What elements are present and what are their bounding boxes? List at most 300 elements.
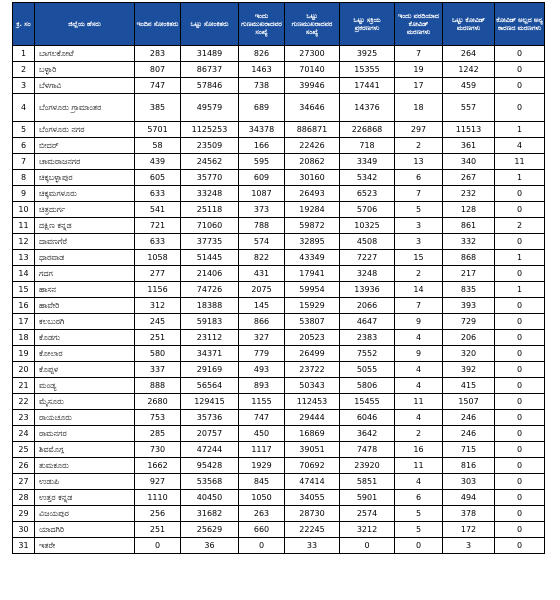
total-cases-cell: 51445 <box>181 250 239 266</box>
today-cases-cell: 285 <box>135 426 181 442</box>
total-cases-cell: 31489 <box>181 46 239 62</box>
today-cases-cell: 58 <box>135 138 181 154</box>
today-recovered-cell: 1087 <box>239 186 285 202</box>
non-covid-deaths-cell: 11 <box>495 154 545 170</box>
district-cell: ಬೀದರ್ <box>35 138 135 154</box>
table-row <box>13 234 545 250</box>
col-header-non-covid-deaths: ಕೋವಿಡ್ ಅಲ್ಲದ ಅನ್ಯ ಕಾರಣದ ಮರಣಗಳು <box>495 3 545 46</box>
today-cases-cell: 251 <box>135 330 181 346</box>
active-cell: 10325 <box>340 218 395 234</box>
total-deaths-cell: 246 <box>443 426 495 442</box>
total-recovered-cell: 53807 <box>285 314 340 330</box>
today-recovered-cell: 450 <box>239 426 285 442</box>
table-row <box>13 202 545 218</box>
serial-cell: 1 <box>13 46 35 62</box>
total-deaths-cell: 835 <box>443 282 495 298</box>
today-recovered-cell: 738 <box>239 78 285 94</box>
total-recovered-cell: 26493 <box>285 186 340 202</box>
district-cell: ಕೊಪ್ಪಳ <box>35 362 135 378</box>
total-deaths-cell: 332 <box>443 234 495 250</box>
serial-cell: 19 <box>13 346 35 362</box>
today-deaths-cell: 2 <box>395 266 443 282</box>
non-covid-deaths-cell: 0 <box>495 330 545 346</box>
serial-cell: 2 <box>13 62 35 78</box>
non-covid-deaths-cell: 0 <box>495 202 545 218</box>
active-cell: 2383 <box>340 330 395 346</box>
serial-cell: 20 <box>13 362 35 378</box>
non-covid-deaths-cell: 0 <box>495 186 545 202</box>
today-recovered-cell: 493 <box>239 362 285 378</box>
table-row <box>13 426 545 442</box>
serial-cell: 18 <box>13 330 35 346</box>
non-covid-deaths-cell: 0 <box>495 298 545 314</box>
district-cell: ತುಮಕೂರು <box>35 458 135 474</box>
district-cell: ರಾಯಚೂರು <box>35 410 135 426</box>
total-recovered-cell: 22245 <box>285 522 340 538</box>
active-cell: 5055 <box>340 362 395 378</box>
today-cases-cell: 807 <box>135 62 181 78</box>
total-deaths-cell: 715 <box>443 442 495 458</box>
today-recovered-cell: 166 <box>239 138 285 154</box>
today-deaths-cell: 2 <box>395 138 443 154</box>
col-header-active: ಒಟ್ಟು ಸಕ್ರಿಯ ಪ್ರಕರಣಗಳು <box>340 3 395 46</box>
today-deaths-cell: 9 <box>395 314 443 330</box>
table-row <box>13 282 545 298</box>
table-row <box>13 138 545 154</box>
total-cases-cell: 21406 <box>181 266 239 282</box>
col-header-today-deaths: ಇಂದು ವರದಿಯಾದ ಕೋವಿಡ್ ಮರಣಗಳು <box>395 3 443 46</box>
today-deaths-cell: 6 <box>395 490 443 506</box>
today-deaths-cell: 4 <box>395 474 443 490</box>
table-row <box>13 250 545 266</box>
active-cell: 3248 <box>340 266 395 282</box>
serial-cell: 5 <box>13 122 35 138</box>
table-row <box>13 474 545 490</box>
active-cell: 6523 <box>340 186 395 202</box>
non-covid-deaths-cell: 0 <box>495 46 545 62</box>
non-covid-deaths-cell: 1 <box>495 250 545 266</box>
table-row <box>13 490 545 506</box>
table-row <box>13 298 545 314</box>
district-cell: ದಕ್ಷಿಣ ಕನ್ನಡ <box>35 218 135 234</box>
serial-cell: 12 <box>13 234 35 250</box>
total-recovered-cell: 59954 <box>285 282 340 298</box>
table-row <box>13 362 545 378</box>
total-deaths-cell: 128 <box>443 202 495 218</box>
serial-cell: 27 <box>13 474 35 490</box>
today-recovered-cell: 845 <box>239 474 285 490</box>
non-covid-deaths-cell: 0 <box>495 266 545 282</box>
non-covid-deaths-cell: 0 <box>495 314 545 330</box>
active-cell: 3212 <box>340 522 395 538</box>
today-deaths-cell: 18 <box>395 94 443 122</box>
today-deaths-cell: 3 <box>395 218 443 234</box>
total-recovered-cell: 26499 <box>285 346 340 362</box>
total-recovered-cell: 43349 <box>285 250 340 266</box>
total-cases-cell: 34371 <box>181 346 239 362</box>
non-covid-deaths-cell: 0 <box>495 506 545 522</box>
table-row <box>13 522 545 538</box>
today-recovered-cell: 788 <box>239 218 285 234</box>
total-recovered-cell: 50343 <box>285 378 340 394</box>
district-cell: ಧಾರವಾಡ <box>35 250 135 266</box>
today-deaths-cell: 0 <box>395 538 443 554</box>
district-cell: ಬಾಗಲಕೋಟೆ <box>35 46 135 62</box>
district-cell: ಕೋಲಾರ <box>35 346 135 362</box>
district-cell: ಚಾಮರಾಜನಗರ <box>35 154 135 170</box>
today-recovered-cell: 327 <box>239 330 285 346</box>
today-deaths-cell: 4 <box>395 362 443 378</box>
active-cell: 0 <box>340 538 395 554</box>
total-deaths-cell: 868 <box>443 250 495 266</box>
col-header-total-deaths: ಒಟ್ಟು ಕೋವಿಡ್ ಮರಣಗಳು <box>443 3 495 46</box>
today-deaths-cell: 297 <box>395 122 443 138</box>
total-deaths-cell: 11513 <box>443 122 495 138</box>
today-deaths-cell: 4 <box>395 410 443 426</box>
today-cases-cell: 283 <box>135 46 181 62</box>
district-cell: ಕೊಡಗು <box>35 330 135 346</box>
active-cell: 7227 <box>340 250 395 266</box>
total-deaths-cell: 392 <box>443 362 495 378</box>
total-cases-cell: 24562 <box>181 154 239 170</box>
total-deaths-cell: 267 <box>443 170 495 186</box>
district-cell: ಬೆಂಗಳೂರು ನಗರ <box>35 122 135 138</box>
today-recovered-cell: 689 <box>239 94 285 122</box>
non-covid-deaths-cell: 0 <box>495 410 545 426</box>
total-cases-cell: 35770 <box>181 170 239 186</box>
non-covid-deaths-cell: 0 <box>495 78 545 94</box>
total-deaths-cell: 303 <box>443 474 495 490</box>
serial-cell: 15 <box>13 282 35 298</box>
today-cases-cell: 1662 <box>135 458 181 474</box>
total-recovered-cell: 29444 <box>285 410 340 426</box>
today-recovered-cell: 609 <box>239 170 285 186</box>
district-cell: ಉತ್ತರ ಕನ್ನಡ <box>35 490 135 506</box>
today-cases-cell: 888 <box>135 378 181 394</box>
total-recovered-cell: 17941 <box>285 266 340 282</box>
header-row <box>13 3 545 46</box>
total-recovered-cell: 70692 <box>285 458 340 474</box>
district-cell: ಹಾಸನ <box>35 282 135 298</box>
serial-cell: 3 <box>13 78 35 94</box>
today-cases-cell: 605 <box>135 170 181 186</box>
district-cell: ಮೈಸೂರು <box>35 394 135 410</box>
total-cases-cell: 25629 <box>181 522 239 538</box>
total-recovered-cell: 34646 <box>285 94 340 122</box>
today-cases-cell: 385 <box>135 94 181 122</box>
total-cases-cell: 40450 <box>181 490 239 506</box>
table-row <box>13 506 545 522</box>
total-cases-cell: 37735 <box>181 234 239 250</box>
today-deaths-cell: 19 <box>395 62 443 78</box>
serial-cell: 13 <box>13 250 35 266</box>
total-deaths-cell: 393 <box>443 298 495 314</box>
today-recovered-cell: 660 <box>239 522 285 538</box>
total-deaths-cell: 861 <box>443 218 495 234</box>
total-deaths-cell: 729 <box>443 314 495 330</box>
active-cell: 2574 <box>340 506 395 522</box>
serial-cell: 25 <box>13 442 35 458</box>
non-covid-deaths-cell: 0 <box>495 62 545 78</box>
active-cell: 14376 <box>340 94 395 122</box>
non-covid-deaths-cell: 0 <box>495 538 545 554</box>
table-row <box>13 78 545 94</box>
active-cell: 4647 <box>340 314 395 330</box>
today-recovered-cell: 2075 <box>239 282 285 298</box>
table-row <box>13 458 545 474</box>
non-covid-deaths-cell: 0 <box>495 362 545 378</box>
table-row <box>13 46 545 62</box>
total-cases-cell: 57846 <box>181 78 239 94</box>
serial-cell: 28 <box>13 490 35 506</box>
active-cell: 15355 <box>340 62 395 78</box>
total-cases-cell: 36 <box>181 538 239 554</box>
today-recovered-cell: 1117 <box>239 442 285 458</box>
today-cases-cell: 0 <box>135 538 181 554</box>
today-cases-cell: 730 <box>135 442 181 458</box>
total-cases-cell: 74726 <box>181 282 239 298</box>
active-cell: 6046 <box>340 410 395 426</box>
district-cell: ದಾವಣಗೆರೆ <box>35 234 135 250</box>
table-row <box>13 170 545 186</box>
total-recovered-cell: 28730 <box>285 506 340 522</box>
today-cases-cell: 439 <box>135 154 181 170</box>
non-covid-deaths-cell: 0 <box>495 234 545 250</box>
active-cell: 718 <box>340 138 395 154</box>
serial-cell: 4 <box>13 94 35 122</box>
active-cell: 5851 <box>340 474 395 490</box>
total-recovered-cell: 23722 <box>285 362 340 378</box>
today-deaths-cell: 7 <box>395 298 443 314</box>
total-recovered-cell: 70140 <box>285 62 340 78</box>
serial-cell: 8 <box>13 170 35 186</box>
non-covid-deaths-cell: 0 <box>495 94 545 122</box>
serial-cell: 31 <box>13 538 35 554</box>
today-recovered-cell: 822 <box>239 250 285 266</box>
today-recovered-cell: 1050 <box>239 490 285 506</box>
non-covid-deaths-cell: 0 <box>495 474 545 490</box>
total-deaths-cell: 340 <box>443 154 495 170</box>
total-deaths-cell: 1242 <box>443 62 495 78</box>
today-recovered-cell: 779 <box>239 346 285 362</box>
total-recovered-cell: 34055 <box>285 490 340 506</box>
today-recovered-cell: 893 <box>239 378 285 394</box>
total-recovered-cell: 32895 <box>285 234 340 250</box>
total-recovered-cell: 33 <box>285 538 340 554</box>
col-header-serial: ಕ್ರ. ಸಂ <box>13 3 35 46</box>
district-cell: ಚಿತ್ರದುರ್ಗ <box>35 202 135 218</box>
today-cases-cell: 633 <box>135 234 181 250</box>
non-covid-deaths-cell: 2 <box>495 218 545 234</box>
today-cases-cell: 580 <box>135 346 181 362</box>
district-cell: ಗದಗ <box>35 266 135 282</box>
active-cell: 13936 <box>340 282 395 298</box>
serial-cell: 17 <box>13 314 35 330</box>
district-cell: ಚಿಕ್ಕಮಗಳೂರು <box>35 186 135 202</box>
table-row <box>13 218 545 234</box>
total-deaths-cell: 246 <box>443 410 495 426</box>
today-recovered-cell: 145 <box>239 298 285 314</box>
today-cases-cell: 541 <box>135 202 181 218</box>
total-deaths-cell: 320 <box>443 346 495 362</box>
serial-cell: 21 <box>13 378 35 394</box>
today-recovered-cell: 1155 <box>239 394 285 410</box>
col-header-total-cases: ಒಟ್ಟು ಸೋಂಕಿತರು <box>181 3 239 46</box>
total-recovered-cell: 30160 <box>285 170 340 186</box>
total-cases-cell: 47244 <box>181 442 239 458</box>
table-row <box>13 186 545 202</box>
total-cases-cell: 29169 <box>181 362 239 378</box>
serial-cell: 7 <box>13 154 35 170</box>
today-cases-cell: 753 <box>135 410 181 426</box>
total-deaths-cell: 1507 <box>443 394 495 410</box>
active-cell: 7478 <box>340 442 395 458</box>
total-recovered-cell: 16869 <box>285 426 340 442</box>
table-row <box>13 266 545 282</box>
serial-cell: 6 <box>13 138 35 154</box>
total-cases-cell: 31682 <box>181 506 239 522</box>
district-cell: ಚಿಕ್ಕಬಳ್ಳಾಪುರ <box>35 170 135 186</box>
total-deaths-cell: 415 <box>443 378 495 394</box>
non-covid-deaths-cell: 0 <box>495 442 545 458</box>
total-cases-cell: 56564 <box>181 378 239 394</box>
today-cases-cell: 337 <box>135 362 181 378</box>
active-cell: 5901 <box>340 490 395 506</box>
col-header-total-recovered: ಒಟ್ಟು ಗುಣಮುಖರಾದವರ ಸಂಖ್ಯೆ <box>285 3 340 46</box>
non-covid-deaths-cell: 1 <box>495 170 545 186</box>
active-cell: 3642 <box>340 426 395 442</box>
total-recovered-cell: 112453 <box>285 394 340 410</box>
active-cell: 7552 <box>340 346 395 362</box>
total-cases-cell: 53568 <box>181 474 239 490</box>
today-cases-cell: 2680 <box>135 394 181 410</box>
total-cases-cell: 71060 <box>181 218 239 234</box>
today-deaths-cell: 5 <box>395 202 443 218</box>
active-cell: 2066 <box>340 298 395 314</box>
today-deaths-cell: 15 <box>395 250 443 266</box>
non-covid-deaths-cell: 1 <box>495 122 545 138</box>
total-recovered-cell: 20523 <box>285 330 340 346</box>
total-deaths-cell: 172 <box>443 522 495 538</box>
today-deaths-cell: 14 <box>395 282 443 298</box>
today-deaths-cell: 9 <box>395 346 443 362</box>
table-row <box>13 154 545 170</box>
district-cell: ಯಾದಗಿರಿ <box>35 522 135 538</box>
col-header-today-cases: ಇಂದಿನ ಸೋಂಕಿತರು <box>135 3 181 46</box>
today-cases-cell: 245 <box>135 314 181 330</box>
table-row <box>13 314 545 330</box>
non-covid-deaths-cell: 0 <box>495 458 545 474</box>
total-cases-cell: 59183 <box>181 314 239 330</box>
total-deaths-cell: 206 <box>443 330 495 346</box>
district-cell: ಬಳ್ಳಾರಿ <box>35 62 135 78</box>
total-recovered-cell: 886871 <box>285 122 340 138</box>
today-cases-cell: 927 <box>135 474 181 490</box>
total-recovered-cell: 39946 <box>285 78 340 94</box>
district-cell: ವಿಜಯಪುರ <box>35 506 135 522</box>
district-cell: ಇತರೇ <box>35 538 135 554</box>
district-cell: ಬೆಂಗಳೂರು ಗ್ರಾಮಾಂತರ <box>35 94 135 122</box>
today-recovered-cell: 747 <box>239 410 285 426</box>
col-header-district: ಜಿಲ್ಲೆಯ ಹೆಸರು <box>35 3 135 46</box>
today-recovered-cell: 373 <box>239 202 285 218</box>
total-cases-cell: 20757 <box>181 426 239 442</box>
total-cases-cell: 95428 <box>181 458 239 474</box>
active-cell: 5706 <box>340 202 395 218</box>
district-cell: ಮಂಡ್ಯ <box>35 378 135 394</box>
serial-cell: 9 <box>13 186 35 202</box>
serial-cell: 24 <box>13 426 35 442</box>
total-deaths-cell: 264 <box>443 46 495 62</box>
non-covid-deaths-cell: 4 <box>495 138 545 154</box>
district-cell: ರಾಮನಗರ <box>35 426 135 442</box>
active-cell: 3349 <box>340 154 395 170</box>
table-row <box>13 378 545 394</box>
today-cases-cell: 277 <box>135 266 181 282</box>
total-deaths-cell: 459 <box>443 78 495 94</box>
covid-district-table <box>12 2 545 554</box>
today-recovered-cell: 0 <box>239 538 285 554</box>
serial-cell: 23 <box>13 410 35 426</box>
active-cell: 23920 <box>340 458 395 474</box>
non-covid-deaths-cell: 1 <box>495 282 545 298</box>
total-recovered-cell: 19284 <box>285 202 340 218</box>
today-cases-cell: 1110 <box>135 490 181 506</box>
today-cases-cell: 256 <box>135 506 181 522</box>
serial-cell: 10 <box>13 202 35 218</box>
today-deaths-cell: 2 <box>395 426 443 442</box>
total-cases-cell: 23112 <box>181 330 239 346</box>
total-deaths-cell: 378 <box>443 506 495 522</box>
non-covid-deaths-cell: 0 <box>495 346 545 362</box>
today-deaths-cell: 4 <box>395 378 443 394</box>
total-cases-cell: 33248 <box>181 186 239 202</box>
table-row <box>13 538 545 554</box>
today-recovered-cell: 263 <box>239 506 285 522</box>
total-deaths-cell: 494 <box>443 490 495 506</box>
today-cases-cell: 5701 <box>135 122 181 138</box>
total-recovered-cell: 27300 <box>285 46 340 62</box>
today-cases-cell: 1156 <box>135 282 181 298</box>
serial-cell: 26 <box>13 458 35 474</box>
total-cases-cell: 1125253 <box>181 122 239 138</box>
total-recovered-cell: 39051 <box>285 442 340 458</box>
today-cases-cell: 633 <box>135 186 181 202</box>
district-cell: ಶಿವಮೊಗ್ಗ <box>35 442 135 458</box>
today-recovered-cell: 574 <box>239 234 285 250</box>
today-deaths-cell: 16 <box>395 442 443 458</box>
today-recovered-cell: 826 <box>239 46 285 62</box>
serial-cell: 11 <box>13 218 35 234</box>
active-cell: 5806 <box>340 378 395 394</box>
active-cell: 15455 <box>340 394 395 410</box>
total-cases-cell: 86737 <box>181 62 239 78</box>
district-cell: ಉಡುಪಿ <box>35 474 135 490</box>
district-cell: ಕಲಬುರಗಿ <box>35 314 135 330</box>
serial-cell: 30 <box>13 522 35 538</box>
active-cell: 4508 <box>340 234 395 250</box>
total-cases-cell: 129415 <box>181 394 239 410</box>
today-deaths-cell: 7 <box>395 46 443 62</box>
today-cases-cell: 312 <box>135 298 181 314</box>
total-deaths-cell: 816 <box>443 458 495 474</box>
today-recovered-cell: 34378 <box>239 122 285 138</box>
total-deaths-cell: 3 <box>443 538 495 554</box>
today-cases-cell: 1058 <box>135 250 181 266</box>
today-deaths-cell: 5 <box>395 506 443 522</box>
today-recovered-cell: 866 <box>239 314 285 330</box>
total-deaths-cell: 217 <box>443 266 495 282</box>
